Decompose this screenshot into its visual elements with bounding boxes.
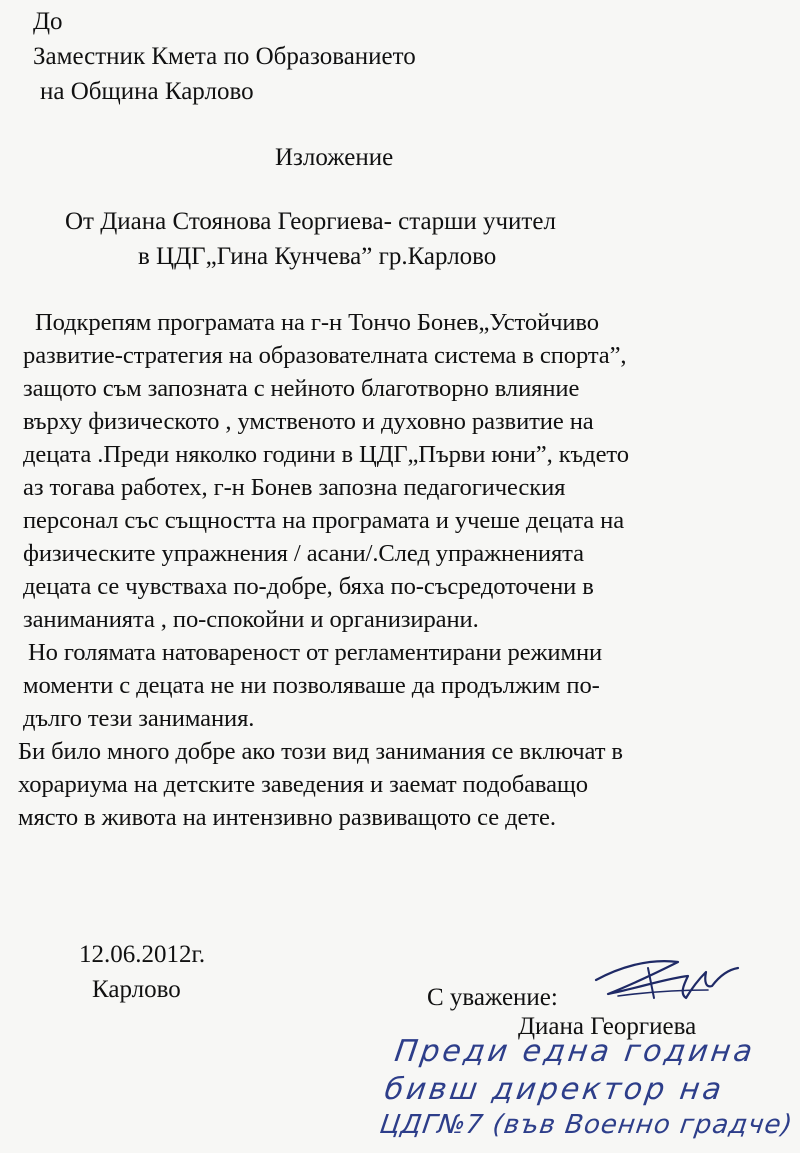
body-line: персонал със същността на програмата и учеше децата на <box>23 507 625 534</box>
body-line: заниманията , по-спокойни и организирани. <box>23 606 479 633</box>
footer-closing: С уважение: <box>427 984 558 1011</box>
addressee-to: До <box>33 8 63 35</box>
footer-place: Карлово <box>92 976 181 1003</box>
body-line: Би било много добре ако този вид занимания се включат в <box>18 738 623 765</box>
addressee-line-2: на Община Карлово <box>40 78 254 105</box>
addressee-line-1: Заместник Кмета по Образованието <box>33 43 416 70</box>
handwritten-note-line: бивш директор на <box>382 1072 727 1107</box>
from-line-2: в ЦДГ„Гина Кунчева” гр.Карлово <box>138 243 497 270</box>
from-line-1: От Диана Стоянова Георгиева- старши учител <box>65 208 556 235</box>
footer-date: 12.06.2012г. <box>79 941 206 968</box>
body-line: защото съм запозната с нейното благотворно влияние <box>23 375 580 402</box>
body-line: Подкрепям програмата на г-н Тончо Бонев„Устойчиво <box>35 309 599 336</box>
signature-mark <box>588 948 758 1008</box>
body-line: моменти с децата не ни позволяваше да продължим по- <box>23 672 600 699</box>
body-line: децата .Преди няколко години в ЦДГ„Първи юни”, където <box>23 441 629 468</box>
body-line: хорариума на детските заведения и заемат подобаващо <box>18 771 588 798</box>
body-line: развитие-стратегия на образователната система в спорта”, <box>23 342 627 369</box>
body-line: място в живота на интензивно развиващото се дете. <box>18 804 556 831</box>
body-line: Но голямата натовареност от регламентирани режимни <box>28 639 603 666</box>
footer-name: Диана Георгиева <box>518 1013 697 1040</box>
handwritten-note-line: Преди една година <box>392 1034 758 1069</box>
body-line: децата се чувстваха по-добре, бяха по-съсредоточени в <box>23 573 594 600</box>
body-line: дълго тези занимания. <box>23 705 255 732</box>
document-title: Изложение <box>275 144 394 171</box>
handwritten-note-line: ЦДГ№7 (във Военно градче) <box>377 1110 795 1140</box>
body-line: физическите упражнения / асани/.След упражненията <box>23 540 584 567</box>
body-line: аз тогава работех, г-н Бонев запозна педагогическия <box>23 474 566 501</box>
body-line: върху физическото , умственото и духовно развитие на <box>23 408 594 435</box>
